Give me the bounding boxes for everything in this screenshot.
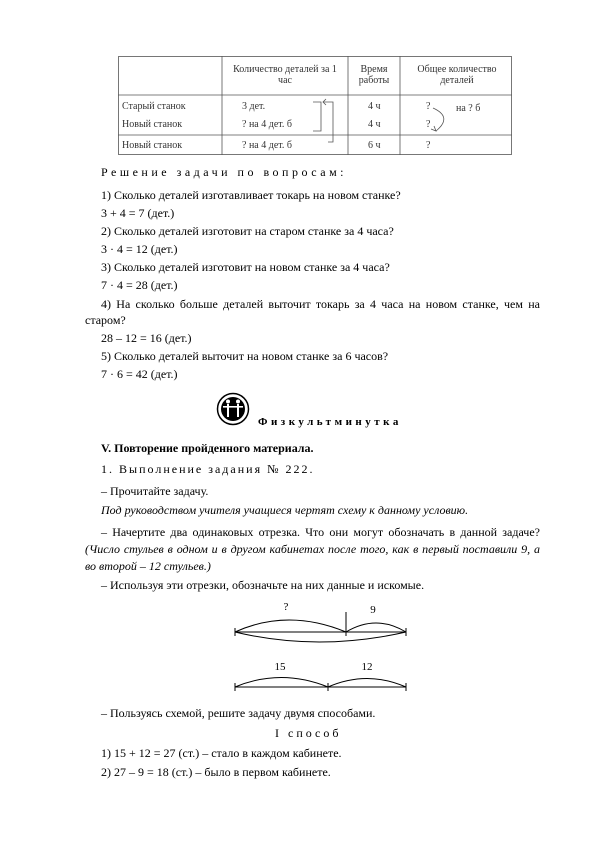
solution-line-3: 2) Сколько деталей изготовит на старом станке за 4 часа?	[101, 224, 394, 238]
machines-table	[118, 56, 512, 155]
solution-line-2: 3 + 4 = 7 (дет.)	[101, 206, 175, 220]
bottom-label-fifteen: 15	[274, 661, 286, 673]
header-time: Время работы	[358, 64, 390, 86]
solution-line-7: 4) На сколько больше деталей выточит токарь за 4 часа на новом станке, чем на старом?	[85, 297, 540, 327]
solve-instruction: – Пользуясь схемой, решите задачу двумя способами.	[101, 706, 376, 720]
header-per-hour: Количество деталей за 1 час	[233, 64, 337, 86]
solution-heading: Решение задачи по вопросам:	[101, 165, 348, 179]
section-title: V. Повторение пройденного материала.	[101, 441, 314, 455]
header-total: Общее количество деталей	[417, 64, 497, 86]
solution-line-9: 5) Сколько деталей выточит на новом станке за 6 часов?	[101, 349, 389, 363]
solution-line-1: 1) Сколько деталей изготавливает токарь на новом станке?	[101, 188, 401, 202]
row2-time: 4 ч	[368, 119, 381, 130]
row3-label: Новый станок	[122, 140, 183, 151]
row2-per-hour: ? на 4 дет. б	[242, 119, 292, 130]
solution-line-6: 7 · 4 = 28 (дет.)	[101, 278, 178, 292]
solution-line-5: 3) Сколько деталей изготовит на новом станке за 4 часа?	[101, 260, 390, 274]
task-title: 1. Выполнение задания № 222.	[101, 462, 315, 476]
top-label-nine: 9	[370, 604, 376, 616]
solution-line-10: 7 · 6 = 42 (дет.)	[101, 367, 178, 381]
row1-per-hour: 3 дет.	[242, 101, 266, 112]
row1-label: Старый станок	[122, 101, 186, 112]
fizminutka-title: Физкультминутка	[258, 416, 402, 428]
row3-per-hour: ? на 4 дет. б	[242, 140, 292, 151]
row2-label: Новый станок	[122, 119, 183, 130]
draw-answer-text: (Число стульев в одном и в другом кабинетах после того, как в первый поставили 9, а во второй – 12 стульев.)	[85, 542, 540, 573]
row2-total: ?	[426, 119, 431, 130]
top-label-unknown: ?	[283, 601, 289, 613]
fizminutka-icon	[216, 392, 250, 426]
row1-total: ?	[426, 101, 431, 112]
draw-question	[85, 524, 540, 575]
compare-note: на ? б	[456, 103, 481, 114]
guidance-text: Под руководством учителя учащиеся чертят схему к данному условию.	[101, 503, 469, 517]
solution-line-8: 28 – 12 = 16 (дет.)	[101, 331, 192, 345]
step-1: 1) 15 + 12 = 27 (ст.) – стало в каждом кабинете.	[101, 746, 342, 760]
draw-question-text: – Начертите два одинаковых отрезка. Что они могут обозначать в данной задаче?	[101, 525, 540, 539]
read-task: – Прочитайте задачу.	[101, 484, 209, 498]
segment-diagram	[228, 598, 418, 698]
step-2: 2) 27 – 9 = 18 (ст.) – было в первом кабинете.	[101, 765, 331, 779]
method-title: I способ	[275, 726, 342, 740]
mark-instruction: – Используя эти отрезки, обозначьте на них данные и искомые.	[101, 578, 425, 592]
row1-time: 4 ч	[368, 101, 381, 112]
row3-time: 6 ч	[368, 140, 381, 151]
row3-total: ?	[426, 140, 431, 151]
bottom-label-twelve: 12	[361, 661, 373, 673]
solution-line-4: 3 · 4 = 12 (дет.)	[101, 242, 178, 256]
